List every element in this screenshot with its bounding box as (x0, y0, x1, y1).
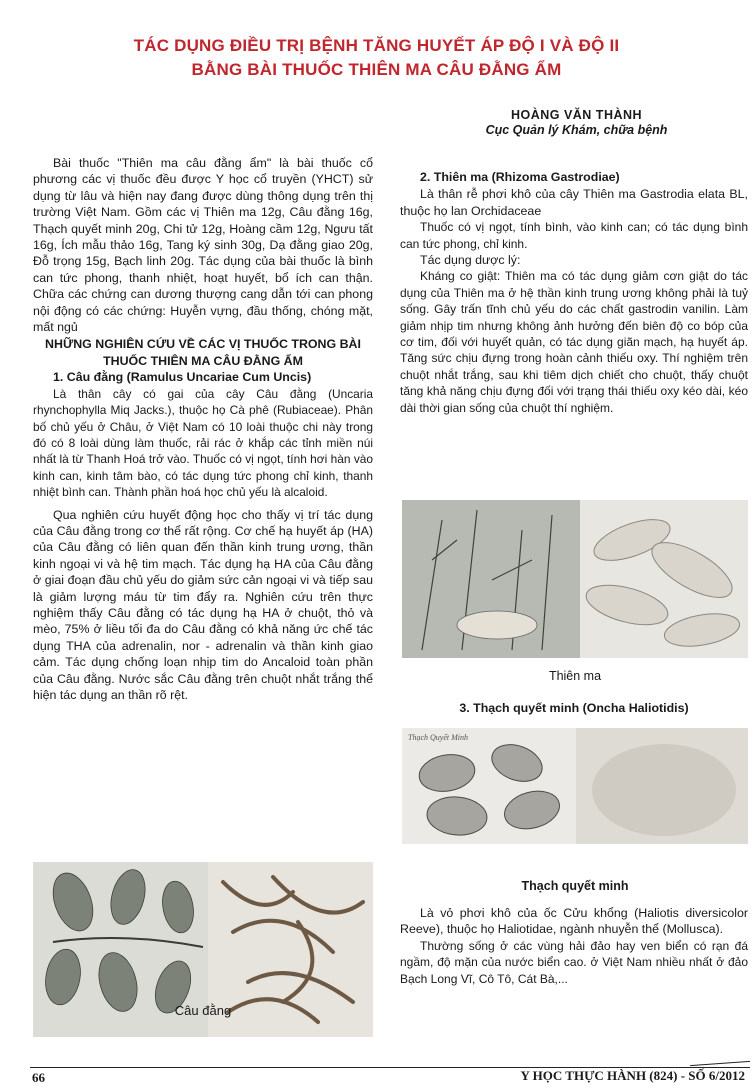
title-line-1: TÁC DỤNG ĐIỀU TRỊ BỆNH TĂNG HUYẾT ÁP ĐỘ I VÀ ĐỘ II (133, 36, 620, 55)
subsection-2-paragraph-4: Kháng co giật: Thiên ma có tác dụng giảm cơn giật do tác dụng của Thiên ma ở hệ thần kinh trung ương không phải là tuỷ sống. Gây trấn tĩnh chủ yếu do các chất gastrodin vanilin. Làm giảm nhịp tim nhưng không ảnh hưởng đến biên độ co bóp của cơ tim, đối với huyết quản, có tác dụng giãn mạch, hạ huyết áp. Tăng sức chịu đựng trong hoàn cảnh thiếu oxy. Thí nghiệm trên chuột nhắt trắng, sau khi tiêm dịch chiết cho chuột, thấy chuột tăng khả năng chịu đựng đối với trạng thái thiếu oxy kéo dài, kéo dài thời gian sống của chuột thí nghiệm. (400, 269, 748, 415)
thien-ma-caption: Thiên ma (548, 669, 602, 683)
subsection-2-paragraph-2: Thuốc có vị ngọt, tính bình, vào kinh can; có tác dụng bình can tức phong, chỉ kinh. (400, 220, 748, 251)
thach-quyet-minh-figure (402, 728, 748, 844)
section-heading: NHỮNG NGHIÊN CỨU VỀ CÁC VỊ THUỐC TRONG BÀI THUỐC THIÊN MA CÂU ĐẰNG ẨM (45, 337, 361, 368)
subsection-3-paragraph-1: Là vỏ phơi khô của ốc Cửu khổng (Haliotis diversicolor Reeve), thuộc họ Haliotidae, ngành nhuyễn thể (Mollusca). (400, 906, 748, 937)
thien-ma-figure (402, 500, 748, 658)
cau-dang-caption: Câu đằng (174, 1003, 232, 1018)
subsection-2-paragraph-1: Là thân rễ phơi khô của cây Thiên ma Gastrodia elata BL, thuộc họ lan Orchidaceae (400, 187, 748, 218)
thach-quyet-minh-caption: Thạch quyết minh (521, 879, 629, 893)
author-block (400, 108, 753, 137)
journal-name: Y HỌC THỰC HÀNH (824) - SỐ 6/2012 (520, 1068, 745, 1083)
left-column (33, 155, 373, 703)
right-column (400, 169, 748, 416)
subsection-2-heading: 2. Thiên ma (Rhizoma Gastrodiae) (420, 170, 620, 184)
thien-ma-image (402, 500, 748, 658)
intro-paragraph: Bài thuốc "Thiên ma câu đằng ẩm" là bài thuốc cổ phương các vị thuốc đều được Y học cổ truyền (YHCT) sử dụng từ lâu và hiện nay đang được dùng thông dụng trên thị trường Việt Nam. Gồm các vị Thiên ma 12g, Câu đằng 16g, Thạch quyết minh 20g, Chi tử 12g, Hoàng cầm 12g, Ngưu tất 16g, Ích mẫu thảo 16g, Tang ký sinh 30g, Dạ đằng giao 20g, Đỗ trọng 15g, Bạch linh 20g. Tác dụng của bài thuốc là bình can tức phong, thanh nhiệt, hoạt huyết, bổ ích can thận. Chữa các chứng can dương thượng cang dẫn tới can phong nội động có các chứng: Huyễn vựng, đầu thống, chóng mặt, mất ngủ (33, 156, 373, 335)
subsection-2-paragraph-3: Tác dụng dược lý: (420, 253, 521, 268)
subsection-1-heading: 1. Câu đằng (Ramulus Uncariae Cum Uncis) (53, 370, 312, 385)
thach-quyet-minh-image (402, 728, 748, 844)
figure-label: Thạch Quyết Minh (408, 733, 468, 742)
subsection-3-text (400, 905, 748, 987)
title-line-2: BẰNG BÀI THUỐC THIÊN MA CÂU ĐẰNG ẨM (191, 60, 562, 79)
page-number: 66 (32, 1070, 45, 1085)
subsection-3-heading: 3. Thạch quyết minh (Oncha Haliotidis) (459, 701, 689, 715)
subsection-1-paragraph-2: Qua nghiên cứu huyết động học cho thấy vị trí tác dụng của Câu đằng trong cơ thể rất rộng. Cơ chế hạ huyết áp (HA) của Câu đằng có liên quan đến thần kinh trung ương, thần kinh ngoại vi và hệ tim mạch. Tác dụng hạ HA của Câu đằng ở giai đoạn đầu chủ yếu do giảm sức cản ngoại vi và tiếp sau là giảm lượng máu từ tim đẩy ra. Nghiên cứu trên thực nghiệm thấy Câu đằng có tác dụng hạ HA ở chuột, thỏ và mèo, 75% ở liều tối đa do Câu đằng có khả năng ức chế tác dụng THA của adrenalin, nor - adrenalin và thần kinh giao cảm. Tác dụng chống loạn nhịp tim do Ancaloid toàn phần của Câu đằng. Nước sắc Câu đằng trên chuột nhắt trắng thể hiện tác dụng an thần rõ rệt. (33, 507, 373, 702)
subsection-3-paragraph-2: Thường sống ở các vùng hải đảo hay ven biển có rạn đá ngầm, độ mặn của nước biển cao. ở Việt Nam nhiều nhất ở đảo Bạch Long Vĩ, Cô Tô, Cát Bà,... (400, 938, 748, 986)
footer-accent-rule (690, 1061, 750, 1066)
author-name: HOÀNG VĂN THÀNH (510, 108, 643, 122)
article-title (0, 34, 753, 82)
subsection-1-paragraph-1: Là thân cây có gai của cây Câu đằng (Uncaria rhynchophylla Miq Jacks.), thuộc họ Cà phê (Rubiaceae). Phân bố chủ yếu ở Châu, ở Việt Nam có 10 loài thuộc chi này trong đó có 8 loài dùng làm thuốc, rải rác ở khắp các tỉnh miền núi nhất là từ Thanh Hoá trở vào. Thuốc có vị ngọt, tính hơi hàn vào kinh can, kinh tâm bào, có tác dụng tức phong chỉ kinh, thanh nhiệt bình can. Thành phần hoá học chủ yếu là alcaloid. (33, 386, 373, 500)
author-affiliation: Cục Quản lý Khám, chữa bệnh (485, 123, 668, 137)
